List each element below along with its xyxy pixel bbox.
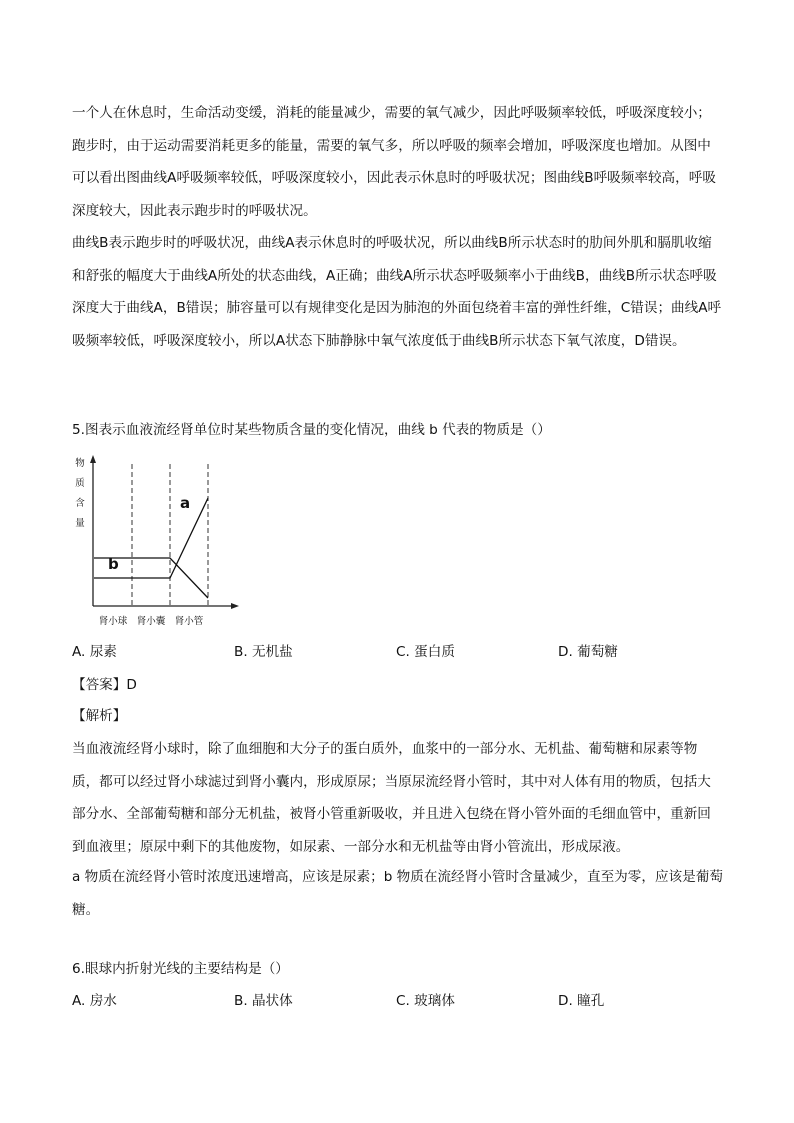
question-5-stem: 5.图表示血液流经肾单位时某些物质含量的变化情况，曲线 b 代表的物质是（） <box>72 422 551 438</box>
y-label-char-2: 质 <box>75 478 85 489</box>
q5-option-a[interactable]: A. 尿素 <box>72 644 117 660</box>
y-label-char-3: 含 <box>75 498 85 509</box>
analysis-tag: 【解析】 <box>72 708 127 724</box>
explanation-paragraph-2: 曲线B表示跑步时的呼吸状况，曲线A表示休息时的呼吸状况，所以曲线B所示状态时的肋间外肌和膈肌收缩和舒张的幅度大于曲线A所处的状态曲线，A正确；曲线A所示状态呼吸频率小于曲线B，曲线B所示状态呼吸深度大于曲线A，B错误；肺容量可以有规律变化是因为肺泡的外面包绕着丰富的弹性纤维，C错误；曲线A呼吸频率较低，呼吸深度较小，所以A状态下肺静脉中氧气浓度低于曲线B所示状态下氧气浓度，D错误。 <box>72 235 722 349</box>
y-axis-label <box>75 457 85 529</box>
analysis-paragraph-1: 当血液流经肾小球时，除了血细胞和大分子的蛋白质外，血浆中的一部分水、无机盐、葡萄糖和尿素等物质，都可以经过肾小球滤过到肾小囊内，形成原尿；当原尿流经肾小管时，其中对人体有用的物质，包括大部分水、全部葡萄糖和部分无机盐，被肾小管重新吸收，并且进入包绕在肾小管外面的毛细血管中，重新回到血液里；原尿中剩下的其他废物，如尿素、一部分水和无机盐等由肾小管流出，形成尿液。 <box>72 741 711 855</box>
kidney-chart <box>72 452 242 632</box>
q6-option-b[interactable]: B. 晶状体 <box>234 993 293 1009</box>
y-label-char-4: 量 <box>75 518 85 529</box>
q6-option-c[interactable]: C. 玻璃体 <box>396 993 455 1009</box>
answer-tag: 【答案】D <box>72 677 137 693</box>
x-tick-label-2: 肾小囊 <box>136 616 166 627</box>
x-tick-label-3: 肾小管 <box>174 616 204 627</box>
q5-option-b[interactable]: B. 无机盐 <box>234 644 293 660</box>
y-label-char-1: 物 <box>75 458 85 469</box>
q5-option-d[interactable]: D. 葡萄糖 <box>558 644 618 660</box>
q6-option-d[interactable]: D. 瞳孔 <box>558 993 605 1009</box>
x-axis-arrow <box>231 603 239 609</box>
analysis-paragraph-2: a 物质在流经肾小管时浓度迅速增高，应该是尿素；b 物质在流经肾小管时含量减少，直至为零，应该是葡萄糖。 <box>72 869 723 918</box>
x-tick-label-1: 肾小球 <box>98 616 128 627</box>
question-6-stem: 6.眼球内折射光线的主要结构是（） <box>72 961 289 977</box>
y-axis-arrow <box>90 455 96 463</box>
series-label-b: b <box>108 555 119 573</box>
q5-option-c[interactable]: C. 蛋白质 <box>396 644 455 660</box>
q6-option-a[interactable]: A. 房水 <box>72 993 117 1009</box>
explanation-paragraph-1: 一个人在休息时，生命活动变缓，消耗的能量减少，需要的氧气减少，因此呼吸频率较低，呼吸深度较小；跑步时，由于运动需要消耗更多的能量，需要的氧气多，所以呼吸的频率会增加，呼吸深度也增加。从图中可以看出图曲线A呼吸频率较低，呼吸深度较小，因此表示休息时的呼吸状况；图曲线B呼吸频率较高，呼吸深度较大，因此表示跑步时的呼吸状况。 <box>72 105 716 219</box>
series-label-a: a <box>180 494 191 512</box>
